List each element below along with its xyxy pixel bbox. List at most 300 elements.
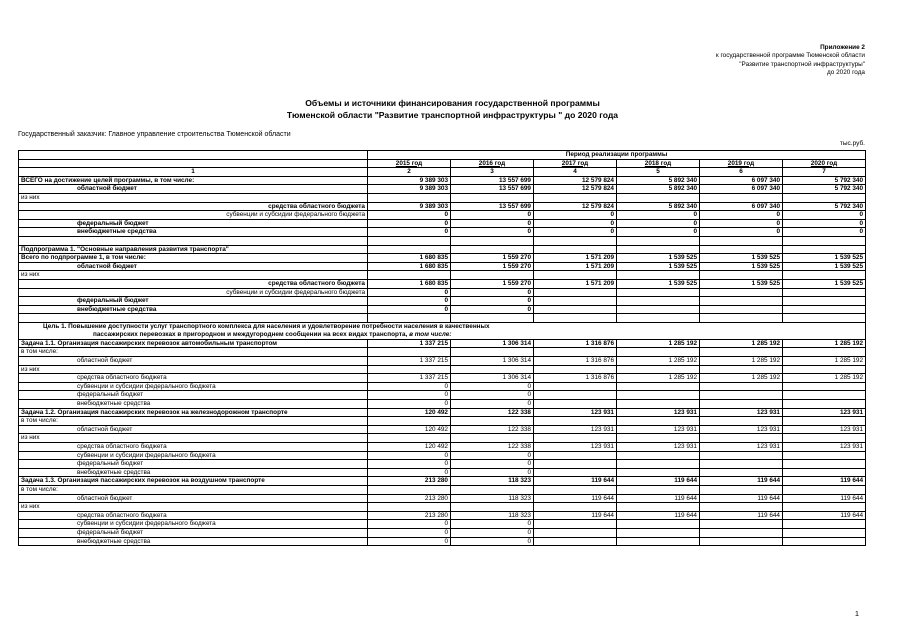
page-number: 1	[854, 609, 859, 618]
value-cell: 0	[451, 520, 534, 529]
value-cell	[700, 297, 783, 306]
value-cell: 6 097 340	[700, 185, 783, 194]
row-label: в том числе:	[19, 485, 368, 494]
value-cell	[617, 297, 700, 306]
value-cell	[783, 305, 866, 314]
column-number: 3	[451, 168, 534, 177]
row-label: Всего по подпрограмме 1, в том числе:	[19, 254, 368, 263]
value-cell: 119 644	[534, 511, 617, 520]
value-cell: 0	[368, 520, 451, 529]
appendix-header	[716, 44, 865, 78]
title-line-1: Объемы и источники финансирования государственной программы	[305, 98, 600, 108]
table-row	[19, 211, 866, 220]
value-cell: 0	[617, 228, 700, 237]
table-row	[19, 228, 866, 237]
table-row	[19, 528, 866, 537]
value-cell: 123 931	[534, 443, 617, 452]
value-cell	[700, 434, 783, 443]
value-cell	[368, 245, 451, 254]
value-cell: 6 097 340	[700, 202, 783, 211]
value-cell: 119 644	[783, 477, 866, 486]
value-cell	[451, 348, 534, 357]
value-cell	[534, 417, 617, 426]
value-cell: 1 559 270	[451, 254, 534, 263]
value-cell: 1 285 192	[783, 374, 866, 383]
value-cell	[534, 451, 617, 460]
value-cell	[783, 193, 866, 202]
header-row-period	[19, 151, 866, 160]
table-row	[19, 400, 866, 409]
value-cell	[700, 365, 783, 374]
year-header: 2017 год	[534, 159, 617, 168]
row-label: субвенции и субсидии федерального бюджета	[19, 451, 368, 460]
value-cell: 120 492	[368, 425, 451, 434]
column-number: 2	[368, 168, 451, 177]
row-label: из них	[19, 271, 368, 280]
table-row	[19, 236, 866, 245]
value-cell	[783, 468, 866, 477]
units-label: тыс.руб.	[839, 140, 865, 147]
value-cell: 0	[534, 211, 617, 220]
value-cell: 0	[700, 219, 783, 228]
value-cell: 0	[700, 211, 783, 220]
value-cell: 1 680 835	[368, 279, 451, 288]
value-cell	[783, 288, 866, 297]
value-cell: 0	[451, 537, 534, 546]
period-header: Период реализации программы	[368, 151, 866, 160]
value-cell	[368, 503, 451, 512]
value-cell: 0	[368, 288, 451, 297]
table-row	[19, 451, 866, 460]
value-cell	[534, 305, 617, 314]
value-cell: 12 579 824	[534, 176, 617, 185]
appendix-line: "Развитие транспортной инфраструктуры"	[739, 60, 865, 68]
task-title: Задача 1.2. Организация пассажирских перевозок на железнодорожном транспорте	[19, 408, 368, 417]
table-row	[19, 503, 866, 512]
table-row	[19, 391, 866, 400]
year-header: 2020 год	[783, 159, 866, 168]
value-cell	[451, 314, 534, 323]
value-cell: 122 338	[451, 408, 534, 417]
table-row	[19, 485, 866, 494]
row-label: федеральный бюджет	[19, 391, 368, 400]
value-cell: 5 792 340	[783, 202, 866, 211]
value-cell: 0	[534, 219, 617, 228]
row-label: из них	[19, 193, 368, 202]
value-cell: 0	[368, 391, 451, 400]
value-cell	[451, 485, 534, 494]
table-row	[19, 417, 866, 426]
value-cell	[368, 271, 451, 280]
value-cell: 1 539 525	[617, 254, 700, 263]
value-cell	[700, 468, 783, 477]
row-label: средства областного бюджета	[19, 374, 368, 383]
goal-line-2	[43, 331, 863, 339]
header-row-numbers	[19, 168, 866, 177]
table-row	[19, 520, 866, 529]
table-row	[19, 365, 866, 374]
table-row	[19, 468, 866, 477]
value-cell: 119 644	[617, 477, 700, 486]
value-cell: 0	[700, 228, 783, 237]
task-title-row	[19, 339, 866, 348]
financing-table	[18, 150, 866, 546]
row-label: федеральный бюджет	[19, 297, 368, 306]
column-number: 5	[617, 168, 700, 177]
value-cell: 1 316 876	[534, 374, 617, 383]
value-cell: 5 792 340	[783, 176, 866, 185]
value-cell	[534, 528, 617, 537]
value-cell	[617, 348, 700, 357]
value-cell	[700, 537, 783, 546]
value-cell	[700, 485, 783, 494]
goal-line-1: Цель 1. Повышение доступности услуг транспортного комплекса для населения и удовлетворение потребности населения в качественных	[43, 322, 490, 330]
value-cell: 0	[617, 211, 700, 220]
value-cell	[534, 537, 617, 546]
value-cell	[700, 245, 783, 254]
value-cell: 123 931	[617, 443, 700, 452]
value-cell: 1 285 192	[783, 357, 866, 366]
value-cell: 1 559 270	[451, 279, 534, 288]
value-cell	[617, 434, 700, 443]
value-cell: 119 644	[783, 494, 866, 503]
row-label: средства областного бюджета	[19, 443, 368, 452]
value-cell: 118 323	[451, 511, 534, 520]
value-cell	[534, 297, 617, 306]
year-header: 2019 год	[700, 159, 783, 168]
table-row	[19, 348, 866, 357]
row-label	[19, 236, 368, 245]
value-cell: 1 539 525	[783, 262, 866, 271]
value-cell	[368, 348, 451, 357]
value-cell	[700, 305, 783, 314]
value-cell: 0	[368, 211, 451, 220]
value-cell: 13 557 699	[451, 185, 534, 194]
value-cell: 0	[451, 451, 534, 460]
value-cell	[451, 236, 534, 245]
header-blank	[19, 151, 368, 160]
value-cell	[617, 460, 700, 469]
value-cell: 0	[368, 305, 451, 314]
year-header: 2018 год	[617, 159, 700, 168]
value-cell: 0	[783, 228, 866, 237]
value-cell: 1 539 525	[700, 279, 783, 288]
value-cell	[534, 391, 617, 400]
value-cell	[783, 271, 866, 280]
value-cell	[700, 382, 783, 391]
table-row	[19, 193, 866, 202]
value-cell: 123 931	[617, 425, 700, 434]
value-cell: 122 338	[451, 425, 534, 434]
row-label: областной бюджет	[19, 425, 368, 434]
value-cell	[534, 485, 617, 494]
table-row	[19, 297, 866, 306]
state-customer: Государственный заказчик: Главное управление строительства Тюменской области	[18, 131, 291, 138]
value-cell	[783, 520, 866, 529]
value-cell: 119 644	[617, 494, 700, 503]
value-cell: 123 931	[783, 443, 866, 452]
value-cell	[368, 193, 451, 202]
table-row	[19, 254, 866, 263]
value-cell	[783, 528, 866, 537]
value-cell	[451, 434, 534, 443]
value-cell: 1 680 835	[368, 262, 451, 271]
value-cell	[700, 520, 783, 529]
value-cell	[783, 365, 866, 374]
value-cell	[534, 400, 617, 409]
column-number: 4	[534, 168, 617, 177]
row-label: Подпрограмма 1. "Основные направления развития транспорта"	[19, 245, 368, 254]
value-cell	[451, 365, 534, 374]
value-cell: 1 539 525	[700, 254, 783, 263]
column-number: 7	[783, 168, 866, 177]
value-cell	[783, 314, 866, 323]
table-row	[19, 511, 866, 520]
value-cell	[451, 271, 534, 280]
row-label: средства областного бюджета	[19, 279, 368, 288]
value-cell: 0	[783, 211, 866, 220]
value-cell: 119 644	[617, 511, 700, 520]
value-cell: 0	[451, 211, 534, 220]
value-cell: 13 557 699	[451, 202, 534, 211]
value-cell: 12 579 824	[534, 185, 617, 194]
row-label: федеральный бюджет	[19, 460, 368, 469]
row-label: из них	[19, 434, 368, 443]
row-label: областной бюджет	[19, 357, 368, 366]
value-cell	[451, 193, 534, 202]
goal-row	[19, 322, 866, 339]
value-cell	[451, 245, 534, 254]
value-cell	[700, 288, 783, 297]
row-label: областной бюджет	[19, 185, 368, 194]
value-cell: 0	[451, 528, 534, 537]
goal-line-2-italic: в том числе:	[409, 330, 452, 338]
value-cell: 0	[451, 305, 534, 314]
value-cell: 123 931	[783, 425, 866, 434]
value-cell: 1 306 314	[451, 357, 534, 366]
title-line-2: Тюменской области "Развитие транспортной инфраструктуры " до 2020 года	[286, 109, 619, 120]
value-cell: 0	[368, 382, 451, 391]
year-header: 2016 год	[451, 159, 534, 168]
value-cell: 119 644	[700, 511, 783, 520]
value-cell	[783, 460, 866, 469]
value-cell: 1 285 192	[700, 357, 783, 366]
value-cell	[617, 520, 700, 529]
table-row	[19, 460, 866, 469]
value-cell: 119 644	[700, 477, 783, 486]
value-cell: 12 579 824	[534, 202, 617, 211]
table-row	[19, 357, 866, 366]
value-cell: 1 571 209	[534, 254, 617, 263]
value-cell	[617, 503, 700, 512]
table-row	[19, 279, 866, 288]
value-cell: 0	[451, 460, 534, 469]
table-row	[19, 443, 866, 452]
table-row	[19, 374, 866, 383]
value-cell: 1 539 525	[617, 262, 700, 271]
value-cell	[534, 288, 617, 297]
value-cell	[700, 314, 783, 323]
row-label: внебюджетные средства	[19, 228, 368, 237]
value-cell	[534, 236, 617, 245]
value-cell: 1 285 192	[783, 339, 866, 348]
value-cell: 5 892 340	[617, 202, 700, 211]
value-cell: 1 539 525	[617, 279, 700, 288]
value-cell	[700, 503, 783, 512]
value-cell	[783, 236, 866, 245]
value-cell: 1 337 215	[368, 357, 451, 366]
row-label: внебюджетные средства	[19, 468, 368, 477]
value-cell	[368, 434, 451, 443]
value-cell: 120 492	[368, 443, 451, 452]
value-cell: 1 571 209	[534, 279, 617, 288]
value-cell: 1 337 215	[368, 374, 451, 383]
task-title-row	[19, 408, 866, 417]
value-cell	[617, 400, 700, 409]
value-cell: 123 931	[700, 408, 783, 417]
row-label: внебюджетные средства	[19, 400, 368, 409]
table-row	[19, 245, 866, 254]
document-title	[0, 98, 905, 121]
table-row	[19, 202, 866, 211]
appendix-title: Приложение 2	[820, 44, 865, 51]
value-cell	[617, 193, 700, 202]
value-cell: 0	[368, 219, 451, 228]
value-cell	[617, 314, 700, 323]
value-cell	[700, 417, 783, 426]
value-cell: 0	[451, 382, 534, 391]
value-cell	[617, 528, 700, 537]
value-cell	[783, 400, 866, 409]
value-cell: 123 931	[700, 425, 783, 434]
value-cell: 1 285 192	[617, 339, 700, 348]
table-row	[19, 185, 866, 194]
value-cell: 1 539 525	[783, 279, 866, 288]
goal-line-2-text: пассажирских перевозках в пригородном и междугороднем сообщении на всех видах транспорта,	[93, 330, 408, 338]
value-cell: 9 389 303	[368, 202, 451, 211]
value-cell	[783, 297, 866, 306]
task-title: Задача 1.1. Организация пассажирских перевозок автомобильным транспортом	[19, 339, 368, 348]
value-cell	[534, 348, 617, 357]
value-cell: 9 389 303	[368, 185, 451, 194]
value-cell	[617, 288, 700, 297]
value-cell	[783, 434, 866, 443]
row-label: федеральный бюджет	[19, 219, 368, 228]
table-row	[19, 219, 866, 228]
value-cell	[534, 434, 617, 443]
task-title: Задача 1.3. Организация пассажирских перевозок на воздушном транспорте	[19, 477, 368, 486]
value-cell	[617, 451, 700, 460]
value-cell: 1 285 192	[617, 357, 700, 366]
value-cell: 0	[368, 528, 451, 537]
value-cell	[700, 400, 783, 409]
value-cell: 118 323	[451, 494, 534, 503]
value-cell	[451, 503, 534, 512]
value-cell: 1 571 209	[534, 262, 617, 271]
value-cell	[534, 468, 617, 477]
value-cell	[700, 236, 783, 245]
value-cell	[617, 485, 700, 494]
value-cell	[617, 271, 700, 280]
table-row	[19, 537, 866, 546]
value-cell	[368, 485, 451, 494]
value-cell: 0	[451, 288, 534, 297]
value-cell: 0	[451, 219, 534, 228]
value-cell: 5 892 340	[617, 185, 700, 194]
table-row	[19, 262, 866, 271]
table-row	[19, 305, 866, 314]
value-cell: 0	[783, 219, 866, 228]
table-row	[19, 271, 866, 280]
value-cell	[534, 193, 617, 202]
table-row	[19, 494, 866, 503]
row-label: из них	[19, 503, 368, 512]
value-cell: 1 285 192	[700, 339, 783, 348]
table-row	[19, 434, 866, 443]
task-title-row	[19, 477, 866, 486]
value-cell: 123 931	[617, 408, 700, 417]
table-row	[19, 382, 866, 391]
table-row	[19, 288, 866, 297]
row-label: субвенции и субсидии федерального бюджета	[19, 211, 368, 220]
column-number: 6	[700, 168, 783, 177]
value-cell	[617, 382, 700, 391]
value-cell	[534, 520, 617, 529]
value-cell: 1 337 215	[368, 339, 451, 348]
value-cell: 6 097 340	[700, 176, 783, 185]
row-label: федеральный бюджет	[19, 528, 368, 537]
value-cell	[700, 451, 783, 460]
value-cell: 119 644	[534, 494, 617, 503]
value-cell: 119 644	[783, 511, 866, 520]
value-cell	[617, 468, 700, 477]
value-cell: 0	[368, 400, 451, 409]
row-label: областной бюджет	[19, 262, 368, 271]
value-cell	[783, 391, 866, 400]
value-cell: 0	[368, 451, 451, 460]
value-cell	[783, 503, 866, 512]
value-cell: 118 323	[451, 477, 534, 486]
value-cell: 119 644	[700, 494, 783, 503]
value-cell: 120 492	[368, 408, 451, 417]
value-cell: 5 892 340	[617, 176, 700, 185]
value-cell: 1 306 314	[451, 339, 534, 348]
value-cell: 1 316 876	[534, 357, 617, 366]
value-cell: 213 280	[368, 494, 451, 503]
value-cell: 1 539 525	[783, 254, 866, 263]
value-cell	[534, 460, 617, 469]
row-label: в том числе:	[19, 348, 368, 357]
value-cell	[451, 417, 534, 426]
value-cell	[617, 305, 700, 314]
table-row	[19, 176, 866, 185]
appendix-line: до 2020 года	[827, 69, 865, 77]
value-cell: 213 280	[368, 511, 451, 520]
value-cell: 1 306 314	[451, 374, 534, 383]
value-cell: 0	[451, 391, 534, 400]
row-label: средства областного бюджета	[19, 202, 368, 211]
value-cell: 0	[368, 537, 451, 546]
row-label: внебюджетные средства	[19, 537, 368, 546]
value-cell: 0	[368, 228, 451, 237]
value-cell	[783, 348, 866, 357]
value-cell	[617, 537, 700, 546]
value-cell: 1 316 876	[534, 339, 617, 348]
value-cell	[534, 271, 617, 280]
row-label	[19, 314, 368, 323]
value-cell	[617, 245, 700, 254]
table-row	[19, 425, 866, 434]
